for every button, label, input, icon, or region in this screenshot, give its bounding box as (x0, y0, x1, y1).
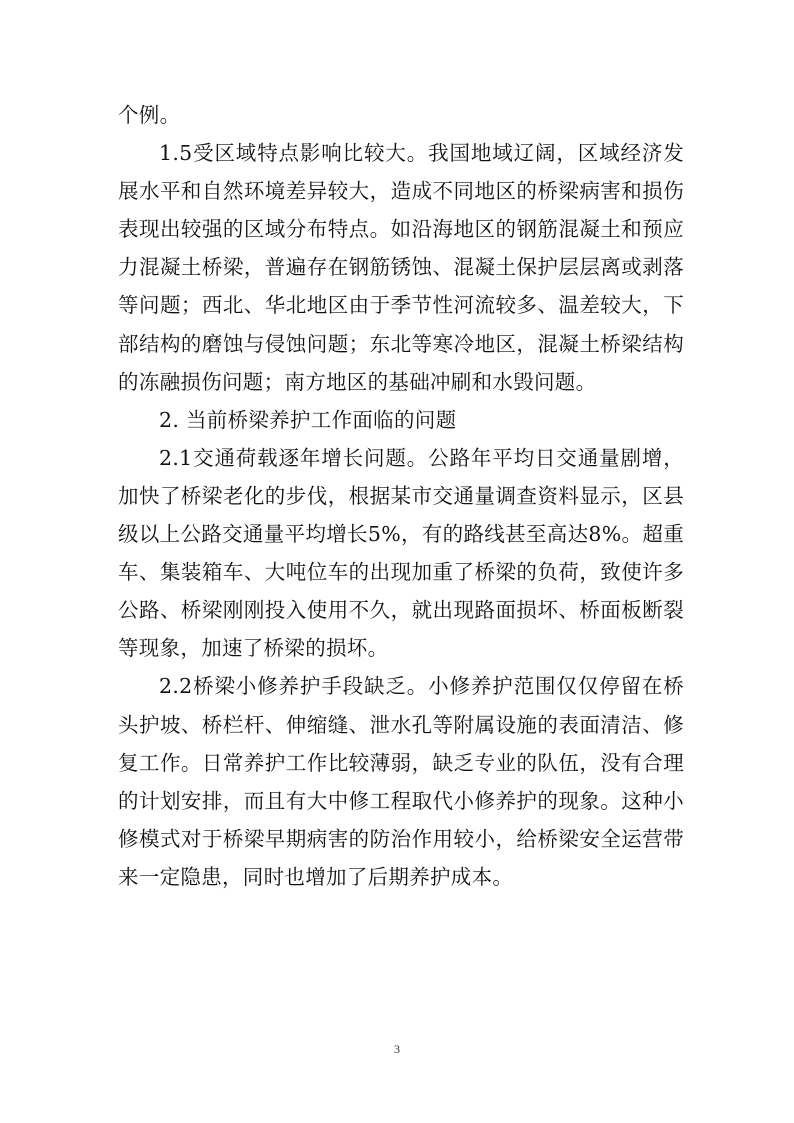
paragraph-continuation: 个例。 (118, 103, 181, 127)
document-body (118, 96, 684, 896)
paragraph-traffic-load: 2.1交通荷载逐年增长问题。公路年平均日交通量剧增，加快了桥梁老化的步伐，根据某市交通量调查资料显示，区县级以上公路交通量平均增长5%，有的路线甚至高达8%。超重车、集装箱车、大吨位车的出现加重了桥梁的负荷，致使许多公路、桥梁刚刚投入使用不久，就出现路面损坏、桥面板断裂等现象，加速了桥梁的损坏。 (118, 445, 684, 661)
page-number: 3 (394, 1042, 400, 1056)
paragraph-regional-characteristics: 1.5受区域特点影响比较大。我国地域辽阔，区域经济发展水平和自然环境差异较大，造成不同地区的桥梁病害和损伤表现出较强的区域分布特点。如沿海地区的钢筋混凝土和预应力混凝土桥梁，普遍存在钢筋锈蚀、混凝土保护层层离或剥落等问题；西北、华北地区由于季节性河流较多、温差较大，下部结构的磨蚀与侵蚀问题；东北等寒冷地区，混凝土桥梁结构的冻融损伤问题；南方地区的基础冲刷和水毁问题。 (118, 141, 684, 394)
section-heading-maintenance-problems: 2. 当前桥梁养护工作面临的问题 (159, 407, 457, 432)
paragraph-minor-repair: 2.2桥梁小修养护手段缺乏。小修养护范围仅仅停留在桥头护坡、桥栏杆、伸缩缝、泄水孔等附属设施的表面清洁、修复工作。日常养护工作比较薄弱，缺乏专业的队伍，没有合理的计划安排，而且有大中修工程取代小修养护的现象。这种小修模式对于桥梁早期病害的防治作用较小，给桥梁安全运营带来一定隐患，同时也增加了后期养护成本。 (118, 674, 684, 889)
